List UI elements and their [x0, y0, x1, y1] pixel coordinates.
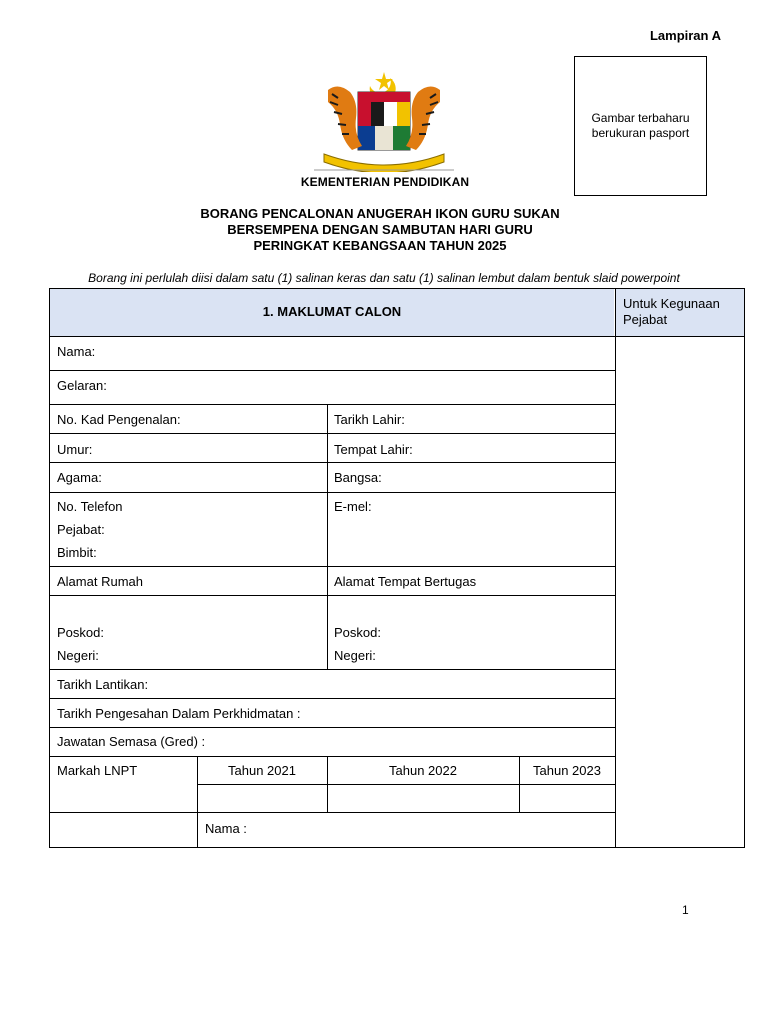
field-tarikh-lantikan: Tarikh Lantikan:: [57, 677, 149, 692]
field-negeri-rumah: Negeri:: [57, 648, 99, 663]
lampiran-label: Lampiran A: [649, 28, 721, 43]
field-no-telefon: No. Telefon: [57, 499, 123, 514]
column-tahun-2021: Tahun 2021: [228, 763, 296, 778]
field-tarikh-pengesahan: Tarikh Pengesahan Dalam Perkhidmatan :: [57, 706, 301, 721]
field-nama-bottom: Nama :: [205, 821, 247, 836]
field-umur: Umur:: [57, 442, 93, 457]
passport-photo-box: [574, 56, 707, 196]
form-title-line-3: PERINGKAT KEBANGSAAN TAHUN 2025: [253, 238, 507, 253]
field-alamat-tempat-bertugas: Alamat Tempat Bertugas: [334, 574, 477, 589]
malaysia-coat-of-arms-logo: [314, 70, 454, 172]
column-tahun-2022: Tahun 2022: [389, 763, 457, 778]
office-use-label: Untuk Kegunaan Pejabat: [623, 296, 720, 327]
field-tarikh-lahir: Tarikh Lahir:: [334, 412, 405, 427]
field-gelaran: Gelaran:: [57, 378, 107, 393]
field-emel: E-mel:: [334, 499, 372, 514]
column-tahun-2023: Tahun 2023: [533, 763, 601, 778]
field-bimbit: Bimbit:: [57, 545, 97, 560]
field-jawatan-semasa: Jawatan Semasa (Gred) :: [57, 734, 206, 749]
field-pejabat: Pejabat:: [57, 522, 105, 537]
instruction-text: Borang ini perlulah diisi dalam satu (1) salinan keras dan satu (1) salinan lembut dalam bentuk slaid powerpoint: [88, 271, 680, 285]
ministry-name: KEMENTERIAN PENDIDIKAN: [300, 175, 470, 189]
photo-box-text: Gambar terbaharu berukuran pasport: [591, 111, 690, 140]
candidate-info-form: [49, 288, 745, 848]
field-negeri-bertugas: Negeri:: [334, 648, 376, 663]
field-nama: Nama:: [57, 344, 96, 359]
field-kad-pengenalan: No. Kad Pengenalan:: [57, 412, 181, 427]
page-number: 1: [682, 903, 689, 917]
field-poskod-bertugas: Poskod:: [334, 625, 381, 640]
field-poskod-rumah: Poskod:: [57, 625, 104, 640]
section-title: 1. MAKLUMAT CALON: [262, 304, 402, 319]
form-title-line-2: BERSEMPENA DENGAN SAMBUTAN HARI GURU: [227, 222, 533, 237]
field-tempat-lahir: Tempat Lahir:: [334, 442, 413, 457]
field-agama: Agama:: [57, 470, 102, 485]
form-title-line-1: BORANG PENCALONAN ANUGERAH IKON GURU SUKAN: [200, 206, 560, 221]
field-markah-lnpt: Markah LNPT: [57, 763, 138, 778]
form-title: [100, 206, 660, 254]
field-bangsa: Bangsa:: [334, 470, 382, 485]
field-alamat-rumah: Alamat Rumah: [57, 574, 143, 589]
